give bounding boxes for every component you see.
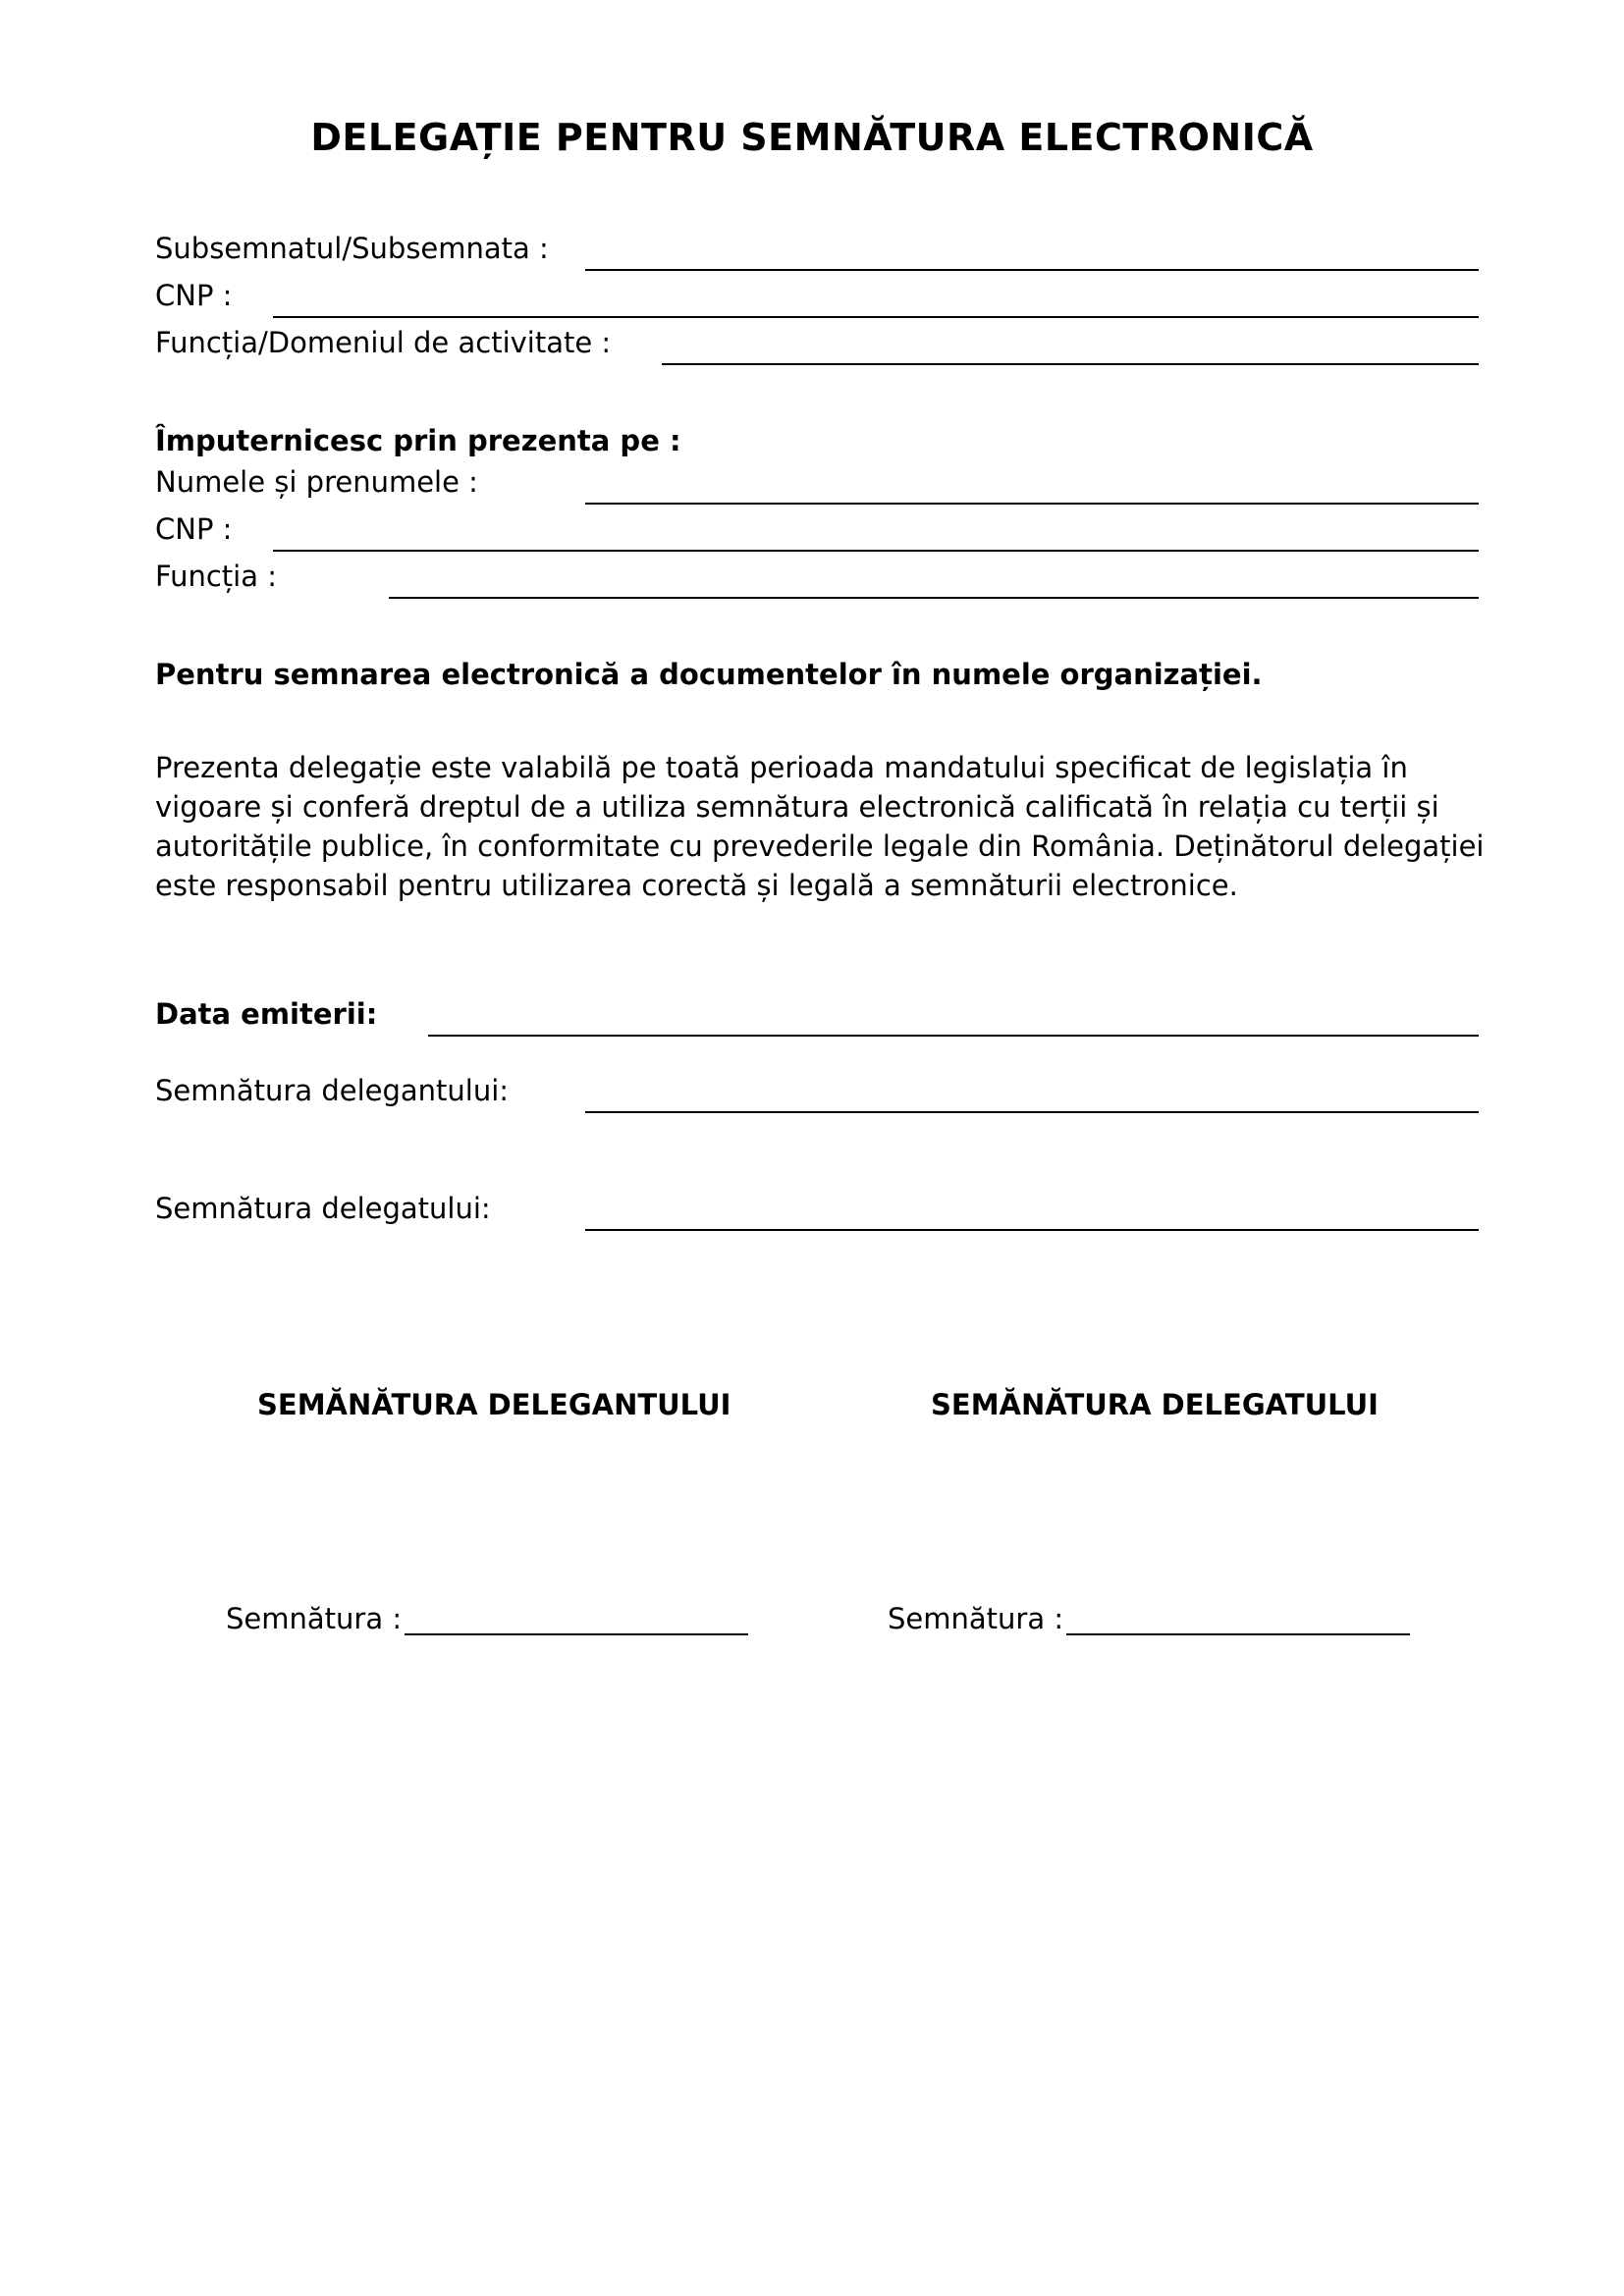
issue-date-label: Data emiterii: — [155, 997, 378, 1031]
delegator-function-field — [155, 326, 1479, 365]
delegate-name-label: Numele și prenumele : — [155, 465, 478, 499]
issue-date-field — [155, 997, 1479, 1037]
delegate-function-field — [155, 560, 1479, 599]
delegate-name-field — [155, 465, 1479, 505]
document-title: DELEGAȚIE PENTRU SEMNĂTURA ELECTRONICĂ — [310, 116, 1314, 159]
delegator-cnp-line[interactable] — [273, 316, 1479, 318]
delegate-signature-line[interactable] — [585, 1229, 1479, 1231]
delegate-name-line[interactable] — [585, 503, 1479, 505]
delegator-block-signature-label: Semnătura : — [226, 1602, 403, 1635]
delegate-function-label: Funcția : — [155, 560, 277, 593]
delegate-block-signature-label: Semnătura : — [888, 1602, 1064, 1635]
delegate-heading: Împuternicesc prin prezenta pe : — [155, 424, 681, 457]
delegator-signature-block-title: SEMĂNĂTURA DELEGANTULUI — [257, 1388, 731, 1421]
validity-paragraph: Prezenta delegație este valabilă pe toată perioada mandatului specificat de legislația în vigoare și conferă dreptul de a utiliza semnătura electronică calificată în relația cu terții și autoritățile publice, în conformitate cu prevederile legale din România. Deținătorul delegației este responsabil pentru utilizarea corectă și legală a semnăturii electronice. — [155, 751, 1485, 902]
purpose-statement: Pentru semnarea electronică a documentelor în numele organizației. — [155, 658, 1263, 691]
delegator-name-line[interactable] — [585, 269, 1479, 271]
delegate-signature-block — [888, 1602, 1410, 1641]
delegator-function-label: Funcția/Domeniul de activitate : — [155, 326, 612, 359]
delegator-block-signature-line[interactable] — [405, 1633, 748, 1635]
delegate-cnp-label: CNP : — [155, 512, 233, 546]
delegator-cnp-label: CNP : — [155, 279, 233, 312]
delegate-cnp-field — [155, 512, 1479, 552]
delegator-signature-line[interactable] — [585, 1111, 1479, 1113]
delegate-cnp-line[interactable] — [273, 550, 1479, 552]
delegator-signature-block — [226, 1602, 748, 1641]
delegator-cnp-field — [155, 279, 1479, 318]
delegator-name-field — [155, 232, 1479, 271]
delegator-name-label: Subsemnatul/Subsemnata : — [155, 232, 549, 265]
delegate-signature-block-title: SEMĂNĂTURA DELEGATULUI — [931, 1388, 1379, 1421]
delegator-signature-label: Semnătura delegantului: — [155, 1074, 510, 1107]
delegator-function-line[interactable] — [662, 363, 1479, 365]
delegate-signature-field — [155, 1192, 1479, 1231]
delegate-function-line[interactable] — [389, 597, 1479, 599]
delegate-block-signature-line[interactable] — [1066, 1633, 1410, 1635]
delegate-signature-label: Semnătura delegatului: — [155, 1192, 491, 1225]
issue-date-line[interactable] — [428, 1035, 1479, 1037]
delegator-signature-field — [155, 1074, 1479, 1113]
